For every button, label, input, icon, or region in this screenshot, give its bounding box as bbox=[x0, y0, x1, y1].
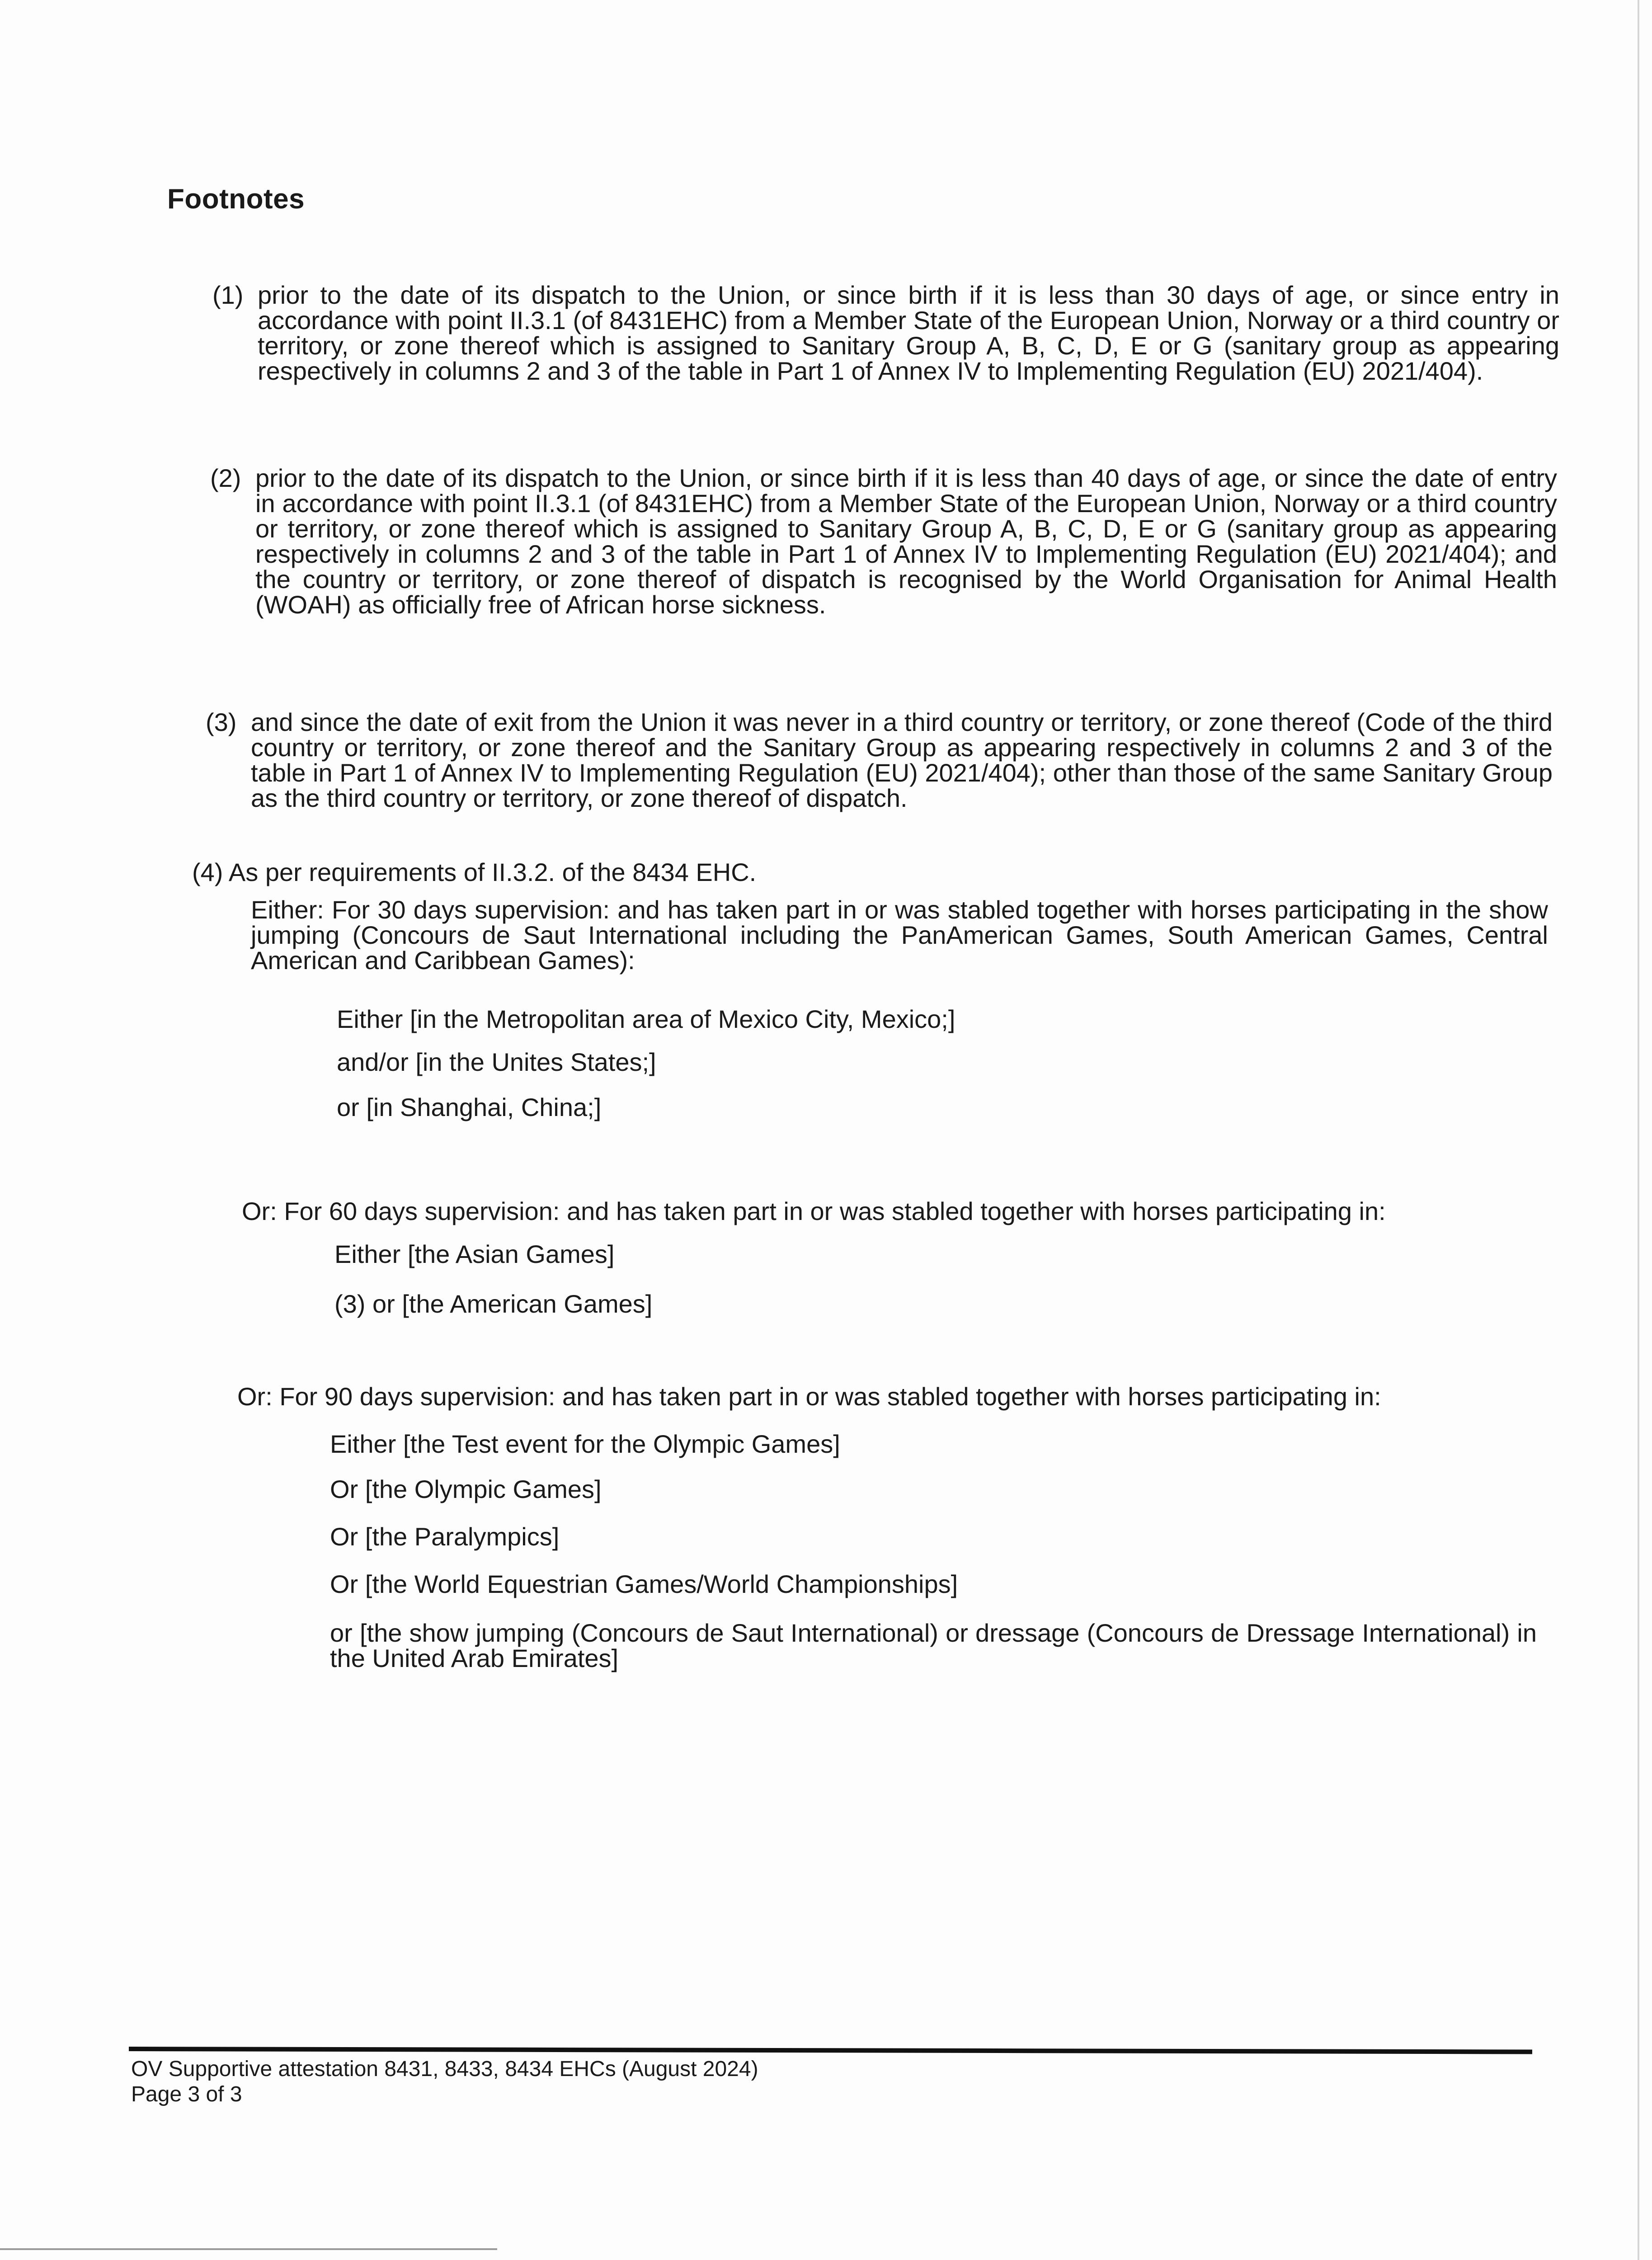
footnote-4-or-90-days: Or: For 90 days supervision: and has taken part in or was stabled together with horses participating in: bbox=[237, 1382, 1381, 1411]
footer-title: OV Supportive attestation 8431, 8433, 8434 EHCs (August 2024) bbox=[131, 2057, 758, 2081]
option-60-asian-games: Either [the Asian Games] bbox=[334, 1240, 615, 1268]
footnote-4-intro: (4) As per requirements of II.3.2. of the 8434 EHC. bbox=[192, 858, 757, 886]
option-30-united-states: and/or [in the Unites States;] bbox=[337, 1048, 656, 1076]
footnote-1-text: prior to the date of its dispatch to the Union, or since birth if it is less than 30 days of age, or since entry in accordance with point II.3.1 (of 8431EHC) from a Member State of the European Union, Norway or a third country or territory, or zone thereof which is assigned to Sanitary Group A, B, C, D, E or G (sanitary group as appearing respectively in columns 2 and 3 of the table in Part 1 of Annex IV to Implementing Regulation (EU) 2021/404). bbox=[258, 281, 1559, 385]
option-90-olympic-games: Or [the Olympic Games] bbox=[330, 1475, 602, 1503]
option-90-test-event: Either [the Test event for the Olympic Games] bbox=[330, 1430, 840, 1458]
footnote-4-or-60-days: Or: For 60 days supervision: and has taken part in or was stabled together with horses participating in: bbox=[242, 1197, 1386, 1225]
footnotes-heading: Footnotes bbox=[167, 184, 305, 215]
footnote-2-text: prior to the date of its dispatch to the Union, or since birth if it is less than 40 days of age, or since the date of entry in accordance with point II.3.1 (of 8431EHC) from a Member State of the European Union, Norway or a third country or territory, or zone thereof which is assigned to Sanitary Group A, B, C, D, E or G (sanitary group as appearing respectively in columns 2 and 3 of the table in Part 1 of Annex IV to Implementing Regulation (EU) 2021/404); and the country or territory, or zone thereof of dispatch is recognised by the World Organisation for Animal Health (WOAH) as officially free of African horse sickness. bbox=[255, 464, 1557, 619]
footer-rule bbox=[129, 2047, 1532, 2054]
option-30-shanghai: or [in Shanghai, China;] bbox=[337, 1093, 602, 1121]
footnote-4-either-30-days: Either: For 30 days supervision: and has taken part in or was stabled together with horses participating in the show jumping (Concours de Saut International including the PanAmerican Games, South American Games, Central American and Caribbean Games): bbox=[251, 895, 1548, 975]
option-90-uae: or [the show jumping (Concours de Saut International) or dressage (Concours de Dressage International) in the United Arab Emirates] bbox=[330, 1619, 1537, 1672]
footnote-2-number: (2) bbox=[210, 464, 241, 492]
footnote-1-number: (1) bbox=[212, 281, 244, 309]
footnote-3-number: (3) bbox=[206, 708, 237, 736]
option-90-paralympics: Or [the Paralympics] bbox=[330, 1522, 560, 1551]
footnote-3 bbox=[206, 708, 1553, 812]
footnote-3-text: and since the date of exit from the Union it was never in a third country or territory, or zone thereof (Code of the third country or territory, or zone thereof and the Sanitary Group as appearing respectively in columns 2 and 3 of the table in Part 1 of Annex IV to Implementing Regulation (EU) 2021/404); other than those of the same Sanitary Group as the third country or territory, or zone thereof of dispatch. bbox=[251, 708, 1553, 812]
scan-bottom-edge bbox=[0, 2248, 497, 2250]
footnote-2 bbox=[210, 464, 1557, 619]
footer-page-number: Page 3 of 3 bbox=[131, 2082, 242, 2106]
option-90-world-equestrian-games: Or [the World Equestrian Games/World Championships] bbox=[330, 1570, 958, 1598]
option-30-mexico: Either [in the Metropolitan area of Mexico City, Mexico;] bbox=[337, 1005, 955, 1033]
footnote-1 bbox=[212, 281, 1559, 385]
option-60-american-games: (3) or [the American Games] bbox=[334, 1290, 653, 1318]
scan-right-edge bbox=[1638, 0, 1639, 2260]
